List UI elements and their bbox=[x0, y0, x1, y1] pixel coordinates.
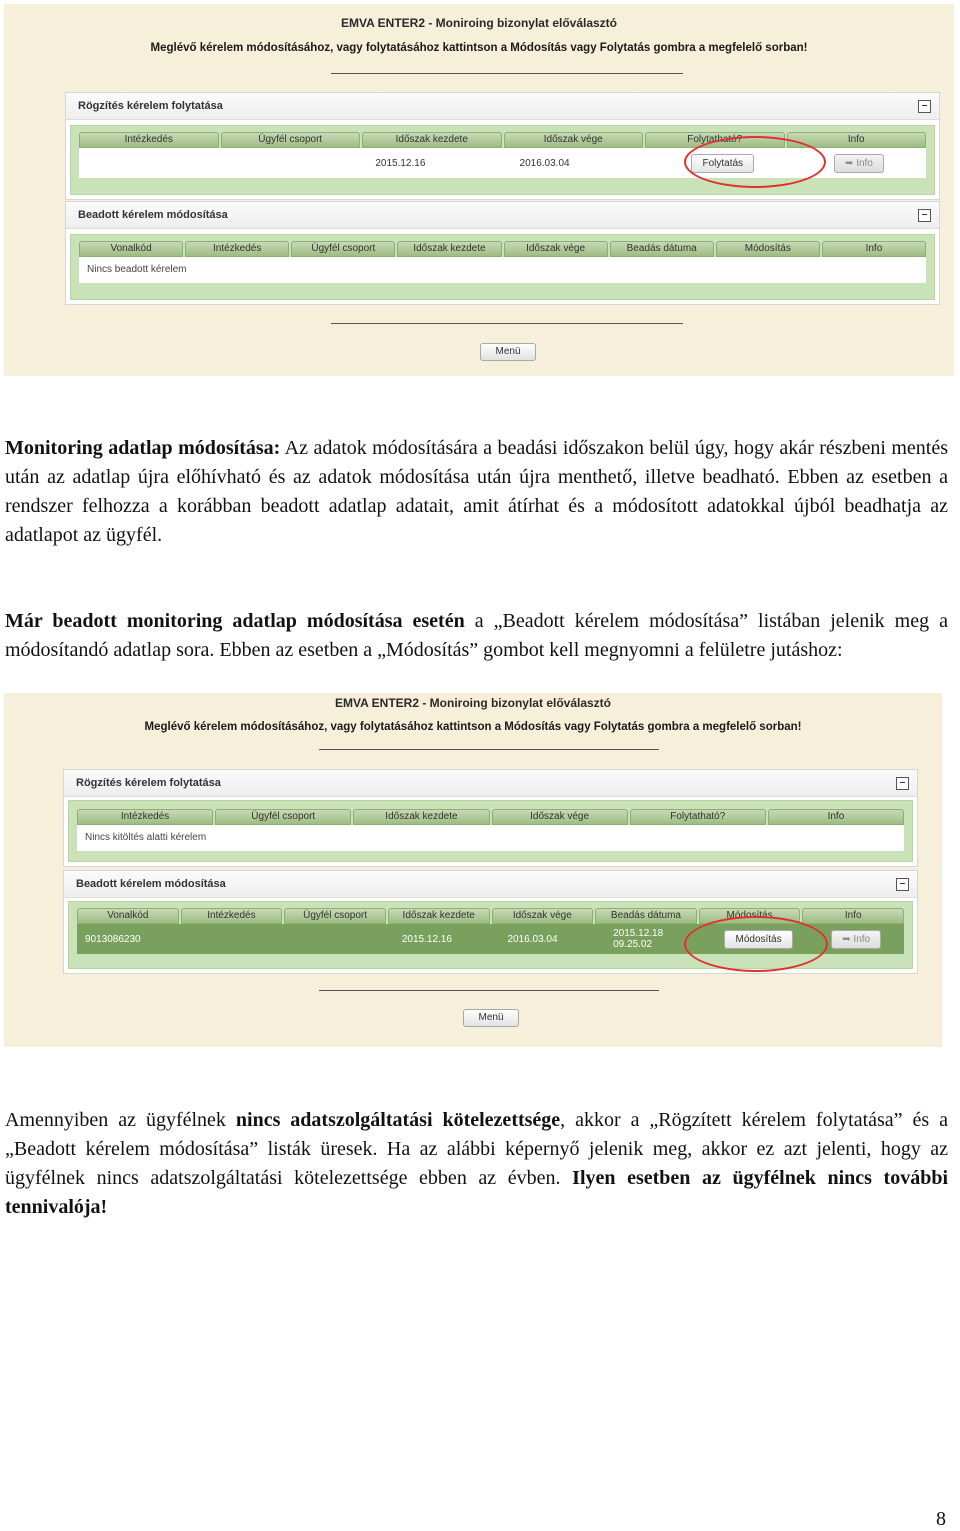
submitted-date: 2015.12.18 bbox=[613, 928, 664, 939]
cell-measure bbox=[183, 924, 287, 954]
paragraph-heading: Már beadott monitoring adatlap módosítása esetén bbox=[5, 610, 465, 632]
paragraph-text: , akkor a „Rögzített kérelem folytatása” és a „Beadott kérelem módosítása” listák üresek. Ha az alábbi képernyő jelenik meg, akkor ez azt jelenti, hogy az ügyfélnek nincs adatszolgáltatási kötelezettsége ebben az évben. bbox=[5, 1109, 948, 1189]
cell-client-group bbox=[223, 148, 365, 178]
arrow-right-icon: ➥ bbox=[842, 933, 854, 945]
column-header[interactable]: Időszak kezdete bbox=[397, 241, 501, 257]
column-header[interactable]: Folytatható? bbox=[645, 132, 785, 148]
column-header[interactable]: Intézkedés bbox=[77, 809, 213, 825]
paragraph-submitted-modification bbox=[5, 607, 948, 665]
arrow-right-icon: ➥ bbox=[845, 157, 857, 169]
screen-instruction: Meglévő kérelem módosításához, vagy folytatásához kattintson a Módosítás vagy Folytatás gombra a megfelelő sorban! bbox=[150, 42, 808, 54]
collapse-icon[interactable]: – bbox=[896, 777, 909, 790]
column-header[interactable]: Folytatható? bbox=[630, 809, 766, 825]
column-header[interactable]: Info bbox=[802, 908, 904, 924]
cell-period-end: 2016.03.04 bbox=[519, 157, 570, 169]
divider bbox=[331, 323, 683, 324]
column-header[interactable]: Beadás dátuma bbox=[595, 908, 697, 924]
panel-title: Rögzítés kérelem folytatása – bbox=[66, 93, 939, 120]
page-number: 8 bbox=[936, 1508, 946, 1530]
highlight-circle bbox=[684, 916, 828, 972]
cell-client-group bbox=[288, 924, 392, 954]
column-header[interactable]: Időszak kezdete bbox=[353, 809, 489, 825]
screen-title: EMVA ENTER2 - Moniroing bizonylat előválasztó bbox=[334, 696, 612, 710]
screenshot-1 bbox=[4, 4, 954, 376]
column-header[interactable]: Ügyfél csoport bbox=[291, 241, 395, 257]
screen-instruction: Meglévő kérelem módosításához, vagy folytatásához kattintson a Módosítás vagy Folytatás gombra a megfelelő sorban! bbox=[144, 721, 802, 733]
paragraph-text: a „Beadott kérelem módosítása” listában jelenik meg a módosítandó adatlap sora. Ebben az esetben a „Módosítás” gombot kell megnyomni a felületre jutáshoz: bbox=[5, 610, 948, 661]
column-header[interactable]: Intézkedés bbox=[181, 908, 283, 924]
panel-submitted-modification bbox=[65, 201, 940, 305]
empty-message: Nincs beadott kérelem bbox=[79, 257, 926, 283]
menu-button[interactable]: Menü bbox=[480, 343, 536, 361]
column-header[interactable]: Intézkedés bbox=[185, 241, 289, 257]
paragraph-text: Amennyiben az ügyfélnek bbox=[5, 1109, 236, 1131]
paragraph-emphasis: nincs adatszolgáltatási kötelezettsége bbox=[235, 1109, 561, 1131]
column-header[interactable]: Info bbox=[822, 241, 926, 257]
cell-period-start: 2015.12.16 bbox=[394, 924, 498, 954]
column-header[interactable]: Ügyfél csoport bbox=[284, 908, 386, 924]
column-header[interactable]: Info bbox=[787, 132, 927, 148]
column-header[interactable]: Időszak kezdete bbox=[388, 908, 490, 924]
column-header[interactable]: Intézkedés bbox=[79, 132, 219, 148]
collapse-icon[interactable]: – bbox=[918, 209, 931, 222]
paragraph-no-obligation bbox=[5, 1106, 948, 1222]
column-header[interactable]: Vonalkód bbox=[79, 241, 183, 257]
continue-button[interactable]: Folytatás bbox=[691, 154, 754, 173]
column-header[interactable]: Vonalkód bbox=[77, 908, 179, 924]
table-container bbox=[68, 800, 913, 862]
paragraph-emphasis: Ilyen esetben az ügyfélnek nincs további tennivalója! bbox=[5, 1167, 948, 1218]
cell-measure bbox=[79, 148, 221, 178]
cell-barcode: 9013086230 bbox=[77, 924, 181, 954]
submitted-time: 09.25.02 bbox=[613, 939, 653, 950]
info-button[interactable]: ➥ Info bbox=[834, 154, 884, 173]
panel-title: Rögzítés kérelem folytatása – bbox=[64, 770, 917, 797]
panel-title: Beadott kérelem módosítása – bbox=[66, 202, 939, 229]
paragraph-heading: Monitoring adatlap módosítása: bbox=[5, 437, 281, 459]
menu-button[interactable]: Menü bbox=[463, 1009, 519, 1027]
table-container bbox=[70, 234, 935, 300]
divider bbox=[331, 73, 683, 74]
column-header[interactable]: Időszak vége bbox=[504, 241, 608, 257]
collapse-icon[interactable]: – bbox=[918, 100, 931, 113]
divider bbox=[319, 990, 659, 991]
column-header[interactable]: Info bbox=[768, 809, 904, 825]
column-header[interactable]: Ügyfél csoport bbox=[221, 132, 361, 148]
cell-period-end: 2016.03.04 bbox=[500, 924, 604, 954]
column-header[interactable]: Időszak vége bbox=[492, 908, 594, 924]
column-header[interactable]: Módosítás bbox=[699, 908, 801, 924]
divider bbox=[319, 749, 659, 750]
column-header[interactable]: Módosítás bbox=[716, 241, 820, 257]
column-header[interactable]: Időszak vége bbox=[504, 132, 644, 148]
paragraph-modification-intro bbox=[5, 434, 948, 550]
column-header[interactable]: Időszak kezdete bbox=[362, 132, 502, 148]
panel-title: Beadott kérelem módosítása – bbox=[64, 871, 917, 898]
table-header bbox=[79, 241, 926, 257]
screenshot-2 bbox=[4, 693, 942, 1047]
highlight-circle bbox=[684, 136, 826, 188]
info-button[interactable]: ➥ Info bbox=[831, 930, 881, 949]
paragraph-text: Az adatok módosítására a beadási időszakon belül úgy, hogy akár részbeni mentés után az adatlap újra előhívható és az adatok módosítása után újra menthető, illetve beadható. Ebben az esetben a rendszer felhozza a korábban beadott adatlap adatait, amit átírhat és a módosított adatokkal újból beadhatja az adatlapot az ügyfél. bbox=[5, 437, 948, 546]
cell-period-start: 2015.12.16 bbox=[375, 157, 426, 169]
empty-message: Nincs kitöltés alatti kérelem bbox=[77, 825, 904, 851]
column-header[interactable]: Időszak vége bbox=[492, 809, 628, 825]
column-header[interactable]: Beadás dátuma bbox=[610, 241, 714, 257]
table-header bbox=[77, 809, 904, 825]
collapse-icon[interactable]: – bbox=[896, 878, 909, 891]
modify-button[interactable]: Módosítás bbox=[724, 930, 792, 949]
panel-continue-application bbox=[63, 769, 918, 867]
column-header[interactable]: Ügyfél csoport bbox=[215, 809, 351, 825]
screen-title: EMVA ENTER2 - Moniroing bizonylat előválasztó bbox=[340, 16, 618, 30]
